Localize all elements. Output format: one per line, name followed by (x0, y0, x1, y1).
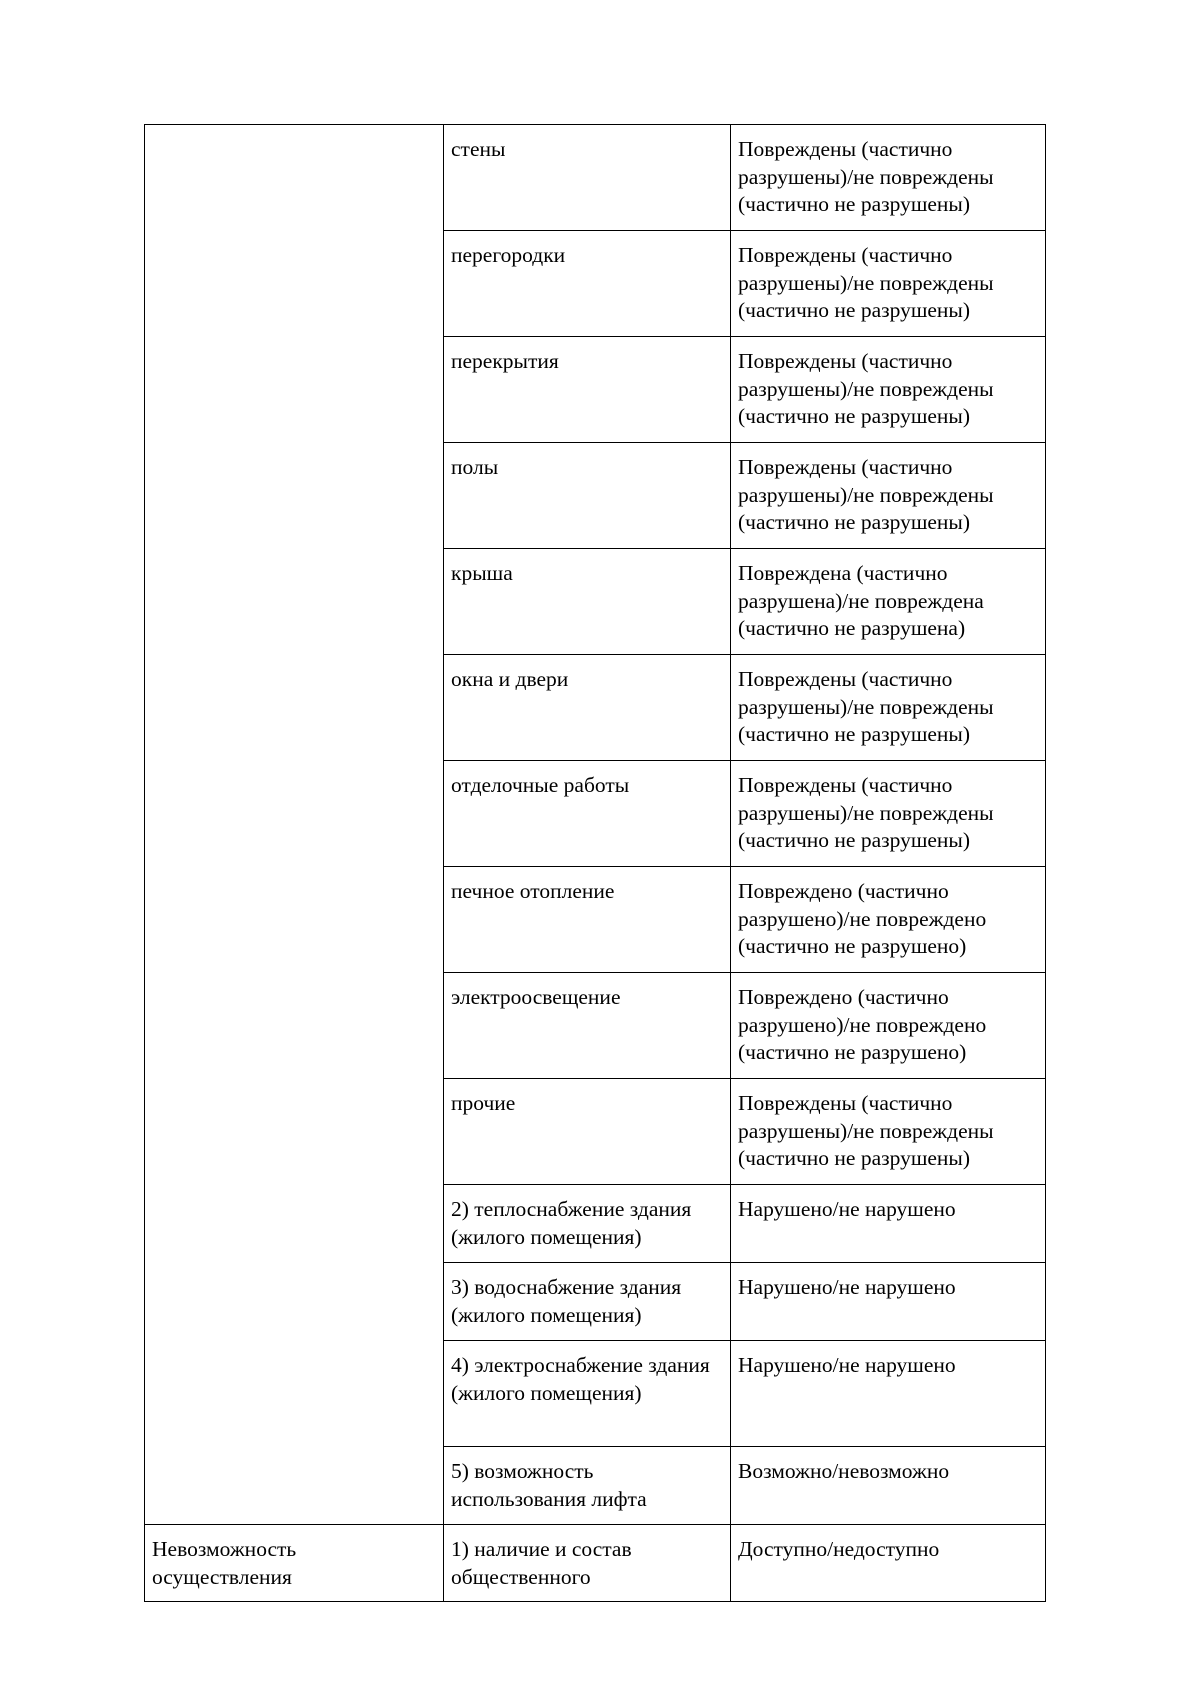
status-text: Повреждены (частично разрушены)/не повреждены (частично не разрушены) (738, 667, 994, 746)
status-text: Повреждено (частично разрушено)/не повреждено (частично не разрушено) (738, 879, 987, 958)
status-cell (731, 1341, 1046, 1447)
item-label: 4) электроснабжение здания (жилого помещения) (451, 1353, 710, 1405)
item-cell (444, 1263, 731, 1341)
status-cell (731, 973, 1046, 1079)
table-row (145, 1525, 1046, 1602)
status-cell (731, 761, 1046, 867)
status-text: Нарушено/не нарушено (738, 1197, 956, 1221)
item-cell (444, 1525, 731, 1602)
item-label: электроосвещение (451, 985, 621, 1009)
status-text: Повреждены (частично разрушены)/не повреждены (частично не разрушены) (738, 1091, 994, 1170)
item-label: печное отопление (451, 879, 615, 903)
status-text: Повреждено (частично разрушено)/не повреждено (частично не разрушено) (738, 985, 987, 1064)
status-text: Нарушено/не нарушено (738, 1275, 956, 1299)
status-cell (731, 443, 1046, 549)
status-text: Доступно/недоступно (738, 1537, 940, 1561)
damage-assessment-table (144, 124, 1046, 1602)
status-cell (731, 1263, 1046, 1341)
status-text: Повреждена (частично разрушена)/не повреждена (частично не разрушена) (738, 561, 984, 640)
item-cell (444, 337, 731, 443)
item-cell (444, 549, 731, 655)
status-text: Нарушено/не нарушено (738, 1353, 956, 1377)
item-cell (444, 443, 731, 549)
item-cell (444, 761, 731, 867)
status-cell (731, 1079, 1046, 1185)
status-cell (731, 125, 1046, 231)
status-text: Возможно/невозможно (738, 1459, 950, 1483)
item-cell (444, 1185, 731, 1263)
item-label: 2) теплоснабжение здания (жилого помещения) (451, 1197, 692, 1249)
item-label: перекрытия (451, 349, 559, 373)
table-body (145, 125, 1046, 1602)
status-cell (731, 1447, 1046, 1525)
status-text: Повреждены (частично разрушены)/не повреждены (частично не разрушены) (738, 243, 994, 322)
item-label: крыша (451, 561, 513, 585)
item-label: полы (451, 455, 499, 479)
status-cell (731, 1525, 1046, 1602)
table-row (145, 125, 1046, 231)
status-cell (731, 549, 1046, 655)
criterion-label: Невозможность осуществления (152, 1537, 297, 1589)
status-text: Повреждены (частично разрушены)/не повреждены (частично не разрушены) (738, 455, 994, 534)
status-cell (731, 867, 1046, 973)
status-cell (731, 1185, 1046, 1263)
item-label: 1) наличие и состав общественного (451, 1537, 632, 1589)
item-cell (444, 973, 731, 1079)
status-cell (731, 337, 1046, 443)
item-label: 3) водоснабжение здания (жилого помещения) (451, 1275, 682, 1327)
item-cell (444, 1341, 731, 1447)
item-label: 5) возможность использования лифта (451, 1459, 647, 1511)
item-cell (444, 1447, 731, 1525)
item-cell (444, 655, 731, 761)
item-cell (444, 231, 731, 337)
status-cell (731, 231, 1046, 337)
status-cell (731, 655, 1046, 761)
status-text: Повреждены (частично разрушены)/не повреждены (частично не разрушены) (738, 349, 994, 428)
item-label: прочие (451, 1091, 516, 1115)
item-cell (444, 1079, 731, 1185)
item-label: отделочные работы (451, 773, 630, 797)
status-text: Повреждены (частично разрушены)/не повреждены (частично не разрушены) (738, 773, 994, 852)
criterion-cell (145, 1525, 444, 1602)
item-cell (444, 125, 731, 231)
item-cell (444, 867, 731, 973)
item-label: окна и двери (451, 667, 569, 691)
criterion-cell-empty (145, 125, 444, 1525)
item-label: стены (451, 137, 506, 161)
status-text: Повреждены (частично разрушены)/не повреждены (частично не разрушены) (738, 137, 994, 216)
item-label: перегородки (451, 243, 566, 267)
